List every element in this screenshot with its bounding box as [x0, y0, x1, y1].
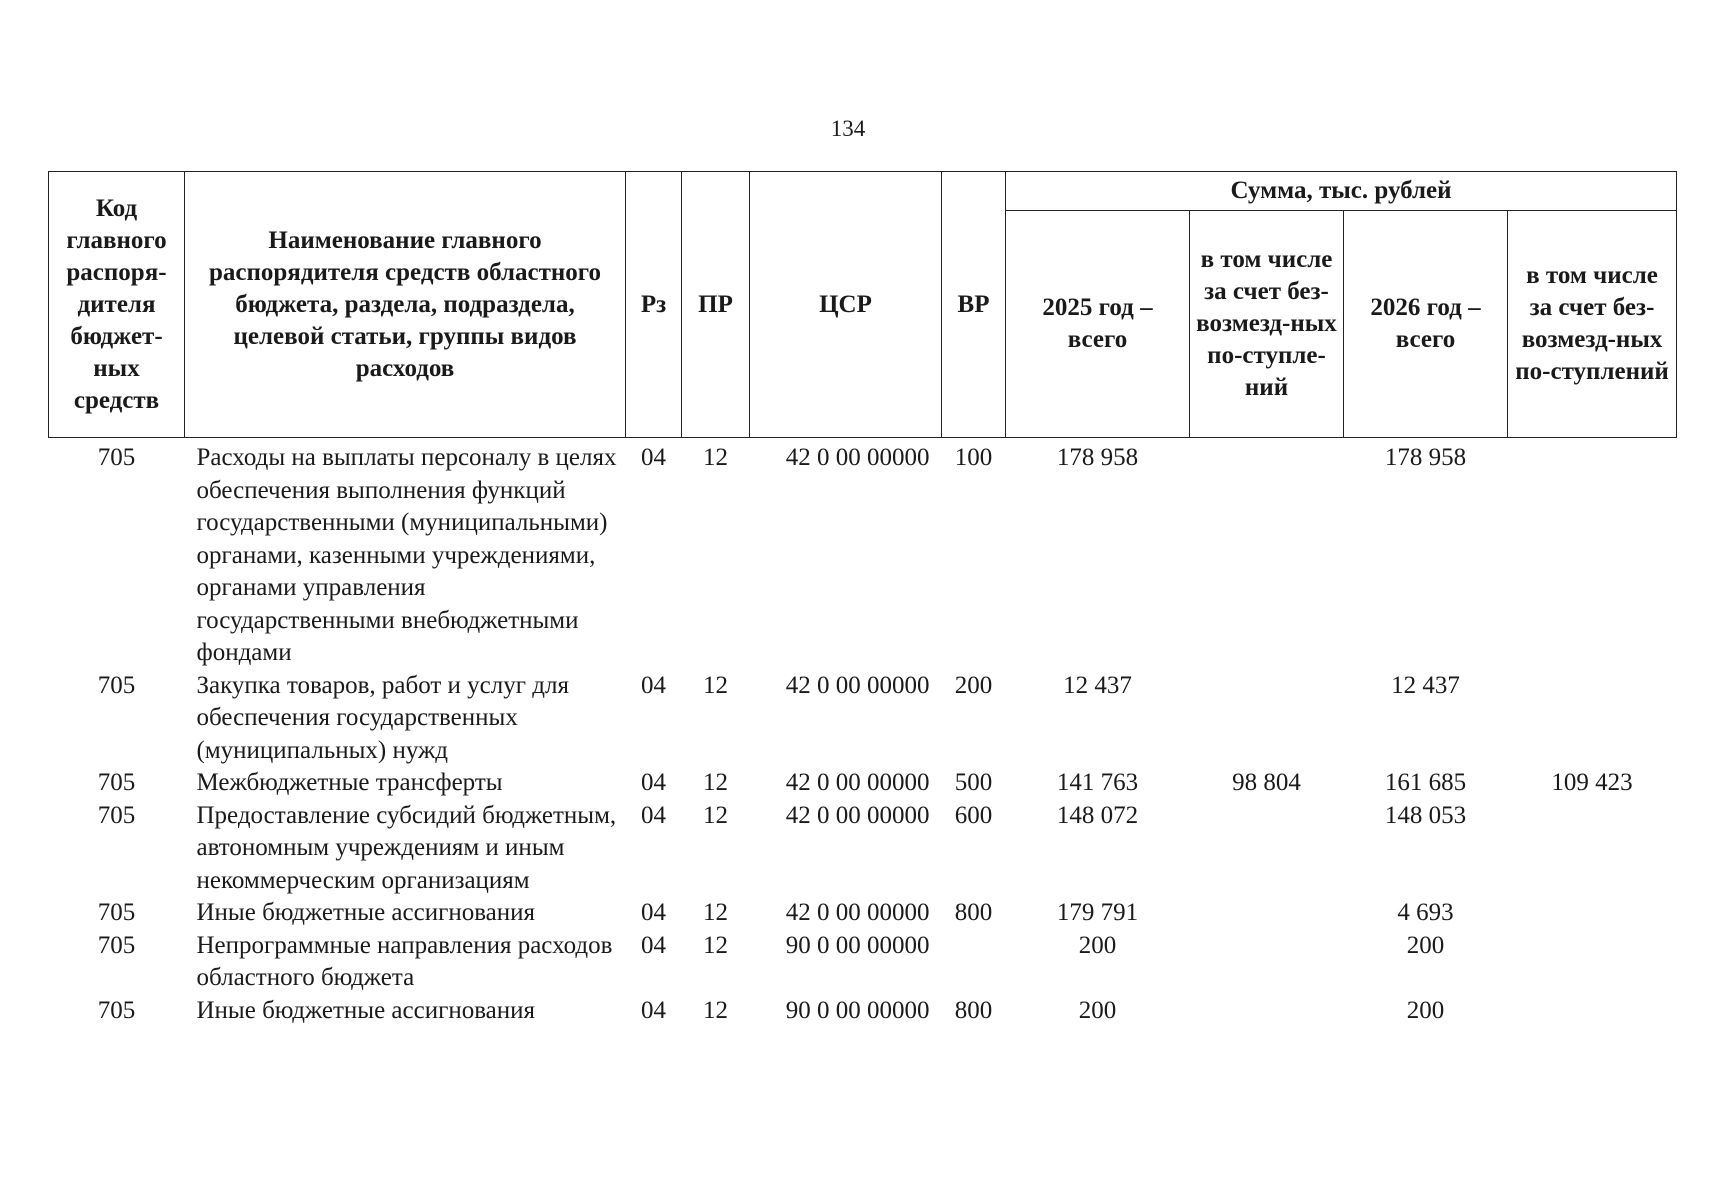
header-csr: ЦСР: [750, 172, 942, 438]
page-number: 134: [830, 116, 866, 141]
header-name: Наименование главного распорядителя средств областного бюджета, раздела, подраздела, целевой статьи, группы видов расходов: [185, 172, 626, 438]
cell-code: 705: [97, 444, 136, 471]
table-row: [49, 897, 1677, 930]
table-header: [49, 172, 1677, 438]
cell-2026-total: 200: [1406, 931, 1445, 959]
cell-pr: 12: [703, 931, 728, 959]
cell-2026-total: 161 685: [1384, 769, 1467, 796]
cell-2026-total: 4 693: [1397, 899, 1454, 926]
cell-name: Предоставление субсидий бюджетным, автономным учреждениям и иным некоммерческим организациям: [196, 801, 617, 894]
cell-2025-grants: [1190, 897, 1344, 930]
cell-code: 705: [97, 931, 136, 959]
cell-csr: 42 0 00 00000: [785, 769, 930, 796]
cell-2025-total: 178 958: [1056, 444, 1139, 471]
cell-pr: 12: [703, 899, 728, 926]
cell-code: 705: [97, 671, 136, 699]
cell-name: Межбюджетные трансферты: [196, 769, 503, 796]
cell-rz: 04: [641, 801, 666, 829]
cell-vr: 800: [954, 899, 993, 926]
cell-vr: [942, 930, 1006, 995]
cell-code: 705: [97, 769, 136, 796]
cell-rz: 04: [641, 996, 666, 1024]
cell-csr: 90 0 00 00000: [785, 996, 930, 1024]
table-row: [49, 930, 1677, 995]
cell-rz: 04: [641, 899, 666, 926]
cell-2025-total: 148 072: [1056, 801, 1139, 829]
cell-2026-total: 178 958: [1384, 444, 1467, 471]
header-vr: ВР: [942, 172, 1006, 438]
budget-table: [48, 171, 1677, 1027]
cell-2025-total: 179 791: [1056, 899, 1139, 926]
cell-name: Иные бюджетные ассигнования: [196, 996, 536, 1024]
header-code: Код главного распоря-дителя бюджет-ных средств: [49, 172, 185, 438]
header-2026-total: 2026 год – всего: [1344, 211, 1508, 438]
cell-pr: 12: [703, 769, 728, 796]
cell-2026-grants: [1508, 995, 1677, 1028]
cell-code: 705: [97, 801, 136, 829]
cell-csr: 42 0 00 00000: [785, 671, 930, 699]
cell-2026-grants: 109 423: [1551, 769, 1633, 796]
table-row: [49, 995, 1677, 1028]
table-row: [49, 767, 1677, 800]
cell-pr: 12: [703, 996, 728, 1024]
cell-vr: 100: [954, 444, 993, 471]
cell-2026-grants: [1508, 670, 1677, 768]
cell-2026-grants: [1508, 897, 1677, 930]
cell-2025-grants: [1190, 930, 1344, 995]
table-row: [49, 800, 1677, 898]
cell-csr: 42 0 00 00000: [785, 899, 930, 926]
cell-rz: 04: [641, 931, 666, 959]
table-row: [49, 670, 1677, 768]
cell-vr: 800: [954, 996, 993, 1024]
cell-csr: 90 0 00 00000: [785, 931, 930, 959]
cell-2025-total: 200: [1078, 931, 1117, 959]
cell-name: Непрограммные направления расходов областного бюджета: [196, 931, 613, 991]
cell-code: 705: [97, 899, 136, 926]
cell-pr: 12: [703, 801, 728, 829]
header-rz: Рз: [626, 172, 682, 438]
cell-pr: 12: [703, 671, 728, 699]
cell-2025-total: 141 763: [1056, 769, 1139, 796]
cell-2026-total: 200: [1406, 996, 1445, 1024]
cell-name: Иные бюджетные ассигнования: [196, 899, 536, 926]
cell-pr: 12: [703, 444, 728, 471]
cell-2025-grants: [1190, 995, 1344, 1028]
cell-2026-grants: [1508, 800, 1677, 898]
cell-rz: 04: [641, 769, 666, 796]
cell-2026-total: 12 437: [1391, 671, 1460, 699]
cell-csr: 42 0 00 00000: [785, 801, 930, 829]
cell-2025-grants: [1190, 670, 1344, 768]
table-row: [49, 438, 1677, 670]
header-2025-total: 2025 год – всего: [1006, 211, 1190, 438]
cell-code: 705: [97, 996, 136, 1024]
cell-2025-total: 200: [1078, 996, 1117, 1024]
header-2025-grants: в том числе за счет без-возмезд-ных по-ступле-ний: [1190, 211, 1344, 438]
cell-csr: 42 0 00 00000: [785, 444, 930, 471]
header-pr: ПР: [682, 172, 750, 438]
cell-2025-grants: [1190, 438, 1344, 670]
cell-2026-grants: [1508, 930, 1677, 995]
cell-2025-total: 12 437: [1063, 671, 1132, 699]
table-body: [49, 438, 1677, 1028]
cell-rz: 04: [641, 444, 666, 471]
cell-vr: 200: [954, 671, 993, 699]
cell-rz: 04: [641, 671, 666, 699]
cell-name: Расходы на выплаты персоналу в целях обеспечения выполнения функций государственными (муниципальными) органами, казенными учреждениями, органами управления государственными внебюджетными фондами: [196, 444, 617, 666]
cell-2026-total: 148 053: [1384, 801, 1467, 829]
header-2026-grants: в том числе за счет без-возмезд-ных по-ступлений: [1508, 211, 1677, 438]
cell-vr: 600: [954, 801, 993, 829]
cell-2025-grants: 98 804: [1232, 769, 1301, 796]
cell-name: Закупка товаров, работ и услуг для обеспечения государственных (муниципальных) нужд: [196, 671, 569, 764]
cell-vr: 500: [954, 769, 993, 796]
cell-2026-grants: [1508, 438, 1677, 670]
header-sum-group: Сумма, тыс. рублей: [1006, 172, 1677, 211]
cell-2025-grants: [1190, 800, 1344, 898]
